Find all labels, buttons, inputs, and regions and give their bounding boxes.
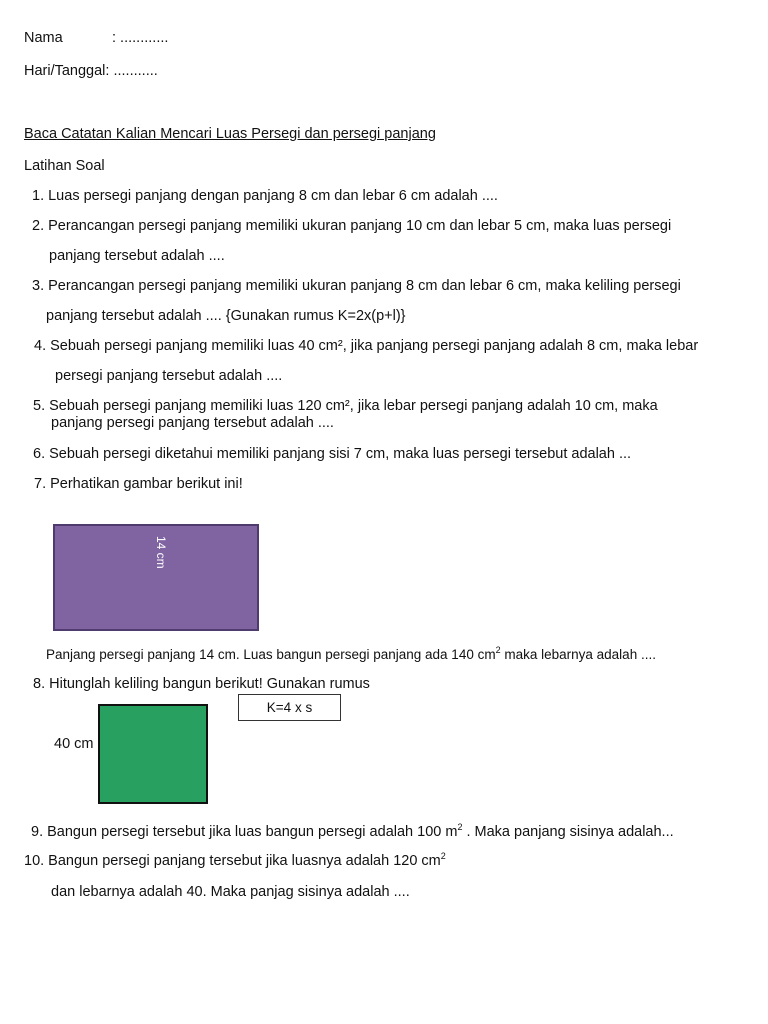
question-9-superscript: 2 [457, 822, 463, 832]
formula-box: K=4 x s [238, 694, 341, 721]
question-7-desc-text-end: maka lebarnya adalah .... [500, 647, 656, 662]
question-7-desc-text: Panjang persegi panjang 14 cm. Luas bangun persegi panjang ada 140 cm [46, 647, 496, 662]
question-1: 1. Luas persegi panjang dengan panjang 8 cm dan lebar 6 cm adalah .... [32, 188, 498, 204]
question-4-line-1: 4. Sebuah persegi panjang memiliki luas 40 cm², jika panjang persegi panjang adalah 8 cm, maka lebar [34, 338, 699, 354]
question-10-line-2: dan lebarnya adalah 40. Maka panjag sisinya adalah .... [51, 884, 410, 900]
question-5-line-1: 5. Sebuah persegi panjang memiliki luas 120 cm², jika lebar persegi panjang adalah 10 cm, maka [33, 398, 658, 414]
question-4-line-2: persegi panjang tersebut adalah .... [55, 368, 283, 384]
question-6: 6. Sebuah persegi diketahui memiliki panjang sisi 7 cm, maka luas persegi tersebut adalah ... [33, 446, 632, 462]
question-3-line-1: 3. Perancangan persegi panjang memiliki ukuran panjang 8 cm dan lebar 6 cm, maka keliling persegi [32, 278, 681, 294]
question-2-line-2: panjang tersebut adalah .... [49, 248, 225, 264]
question-10-superscript: 2 [440, 851, 446, 861]
green-square [98, 704, 208, 804]
question-8: 8. Hitunglah keliling bangun berikut! Gunakan rumus [33, 676, 370, 692]
nama-value: : ............ [112, 30, 169, 46]
question-5-line-2: panjang persegi panjang tersebut adalah .... [51, 415, 334, 431]
question-9 [31, 823, 674, 841]
question-7-desc-superscript: 2 [495, 645, 501, 655]
page-title: Baca Catatan Kalian Mencari Luas Persegi dan persegi panjang [24, 126, 436, 142]
square-side-label: 40 cm [54, 736, 94, 752]
rectangle-length-label: 14 cm [154, 535, 168, 569]
question-7-description [46, 646, 656, 663]
hari-tanggal-label: Hari/Tanggal: ........... [24, 63, 158, 79]
question-3-line-2: panjang tersebut adalah .... {Gunakan rumus K=2x(p+l)} [46, 308, 406, 324]
question-2-line-1: 2. Perancangan persegi panjang memiliki ukuran panjang 10 cm dan lebar 5 cm, maka luas persegi [32, 218, 672, 234]
nama-label: Nama [24, 30, 63, 46]
question-9-text-end: . Maka panjang sisinya adalah... [462, 824, 674, 840]
question-10-text: 10. Bangun persegi panjang tersebut jika luasnya adalah 120 cm [24, 853, 441, 869]
question-7: 7. Perhatikan gambar berikut ini! [34, 476, 243, 492]
question-10-line-1 [24, 852, 446, 870]
question-9-text: 9. Bangun persegi tersebut jika luas bangun persegi adalah 100 m [31, 824, 458, 840]
section-subtitle: Latihan Soal [24, 158, 105, 174]
